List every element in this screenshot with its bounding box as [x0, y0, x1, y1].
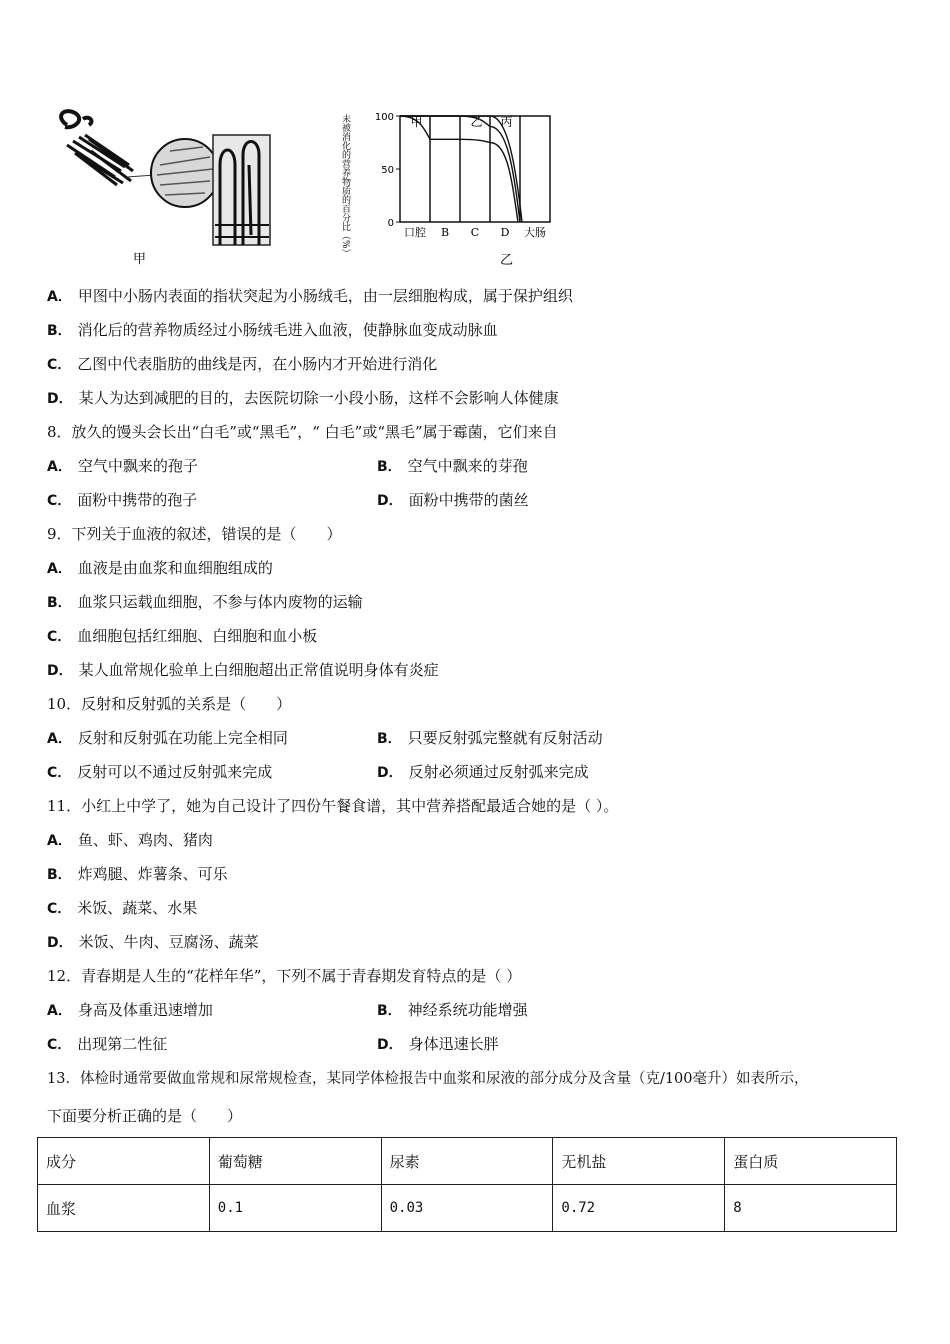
series-line-1 — [400, 116, 518, 222]
plot-frame — [400, 116, 550, 222]
q8-option-d: D． 面粉中携带的菌丝 — [377, 491, 529, 509]
q10-option-c: C． 反射可以不通过反射弧来完成 — [47, 763, 273, 781]
table-cell: 成分 — [38, 1138, 210, 1185]
table-cell: 血浆 — [38, 1185, 210, 1232]
y-tick-label: 100 — [374, 112, 394, 123]
q8-option-c: C． 面粉中携带的孢子 — [47, 491, 198, 509]
figure-yi-chart — [335, 100, 595, 275]
table-cell: 葡萄糖 — [209, 1138, 381, 1185]
q10-option-d: D． 反射必须通过反射弧来完成 — [377, 763, 589, 781]
q8-option-a: A． 空气中飘来的孢子 — [47, 457, 198, 475]
q7-option-d: D． 某人为达到减肥的目的，去医院切除一小段小肠，这样不会影响人体健康 — [47, 389, 559, 407]
y-tick-label: 50 — [381, 165, 394, 176]
x-category-label: B — [440, 226, 450, 239]
q11-option-b: B． 炸鸡腿、炸薯条、可乐 — [47, 865, 228, 883]
y-axis-label: 未被消化的营养物质的百分比（%） — [340, 114, 350, 258]
q8-stem: 8．放久的馒头会长出“白毛”或“黑毛”，“ 白毛”或“黑毛”属于霉菌，它们来自 — [47, 423, 558, 441]
q12-option-a: A． 身高及体重迅速增加 — [47, 1001, 213, 1019]
table-cell: 无机盐 — [553, 1138, 725, 1185]
figure-jia-caption: 甲 — [133, 252, 147, 267]
series-label: 丙 — [500, 115, 513, 129]
q9-option-b: B． 血浆只运载血细胞，不参与体内废物的运输 — [47, 593, 363, 611]
q13-stem-line2: 下面要分析正确的是（ ） — [47, 1107, 243, 1125]
figure-jia-illustration — [45, 105, 280, 270]
table-cell: 0.03 — [381, 1185, 553, 1232]
q7-option-a: A． 甲图中小肠内表面的指状突起为小肠绒毛，由一层细胞构成，属于保护组织 — [47, 287, 573, 305]
table-cell: 8 — [725, 1185, 897, 1232]
q12-option-b: B． 神经系统功能增强 — [377, 1001, 528, 1019]
q12-option-d: D． 身体迅速长胖 — [377, 1035, 499, 1053]
q11-option-a: A． 鱼、虾、鸡肉、猪肉 — [47, 831, 213, 849]
q8-option-b: B． 空气中飘来的芽孢 — [377, 457, 528, 475]
table-row — [38, 1185, 897, 1232]
figure-yi-caption: 乙 — [500, 253, 514, 268]
q13-stem-line1: 13．体检时通常要做血常规和尿常规检查，某同学体检报告中血浆和尿液的部分成分及含量（克/100毫升）如表所示， — [47, 1071, 809, 1087]
y-tick-label: 0 — [387, 218, 394, 229]
q11-stem: 11．小红上中学了，她为自己设计了四份午餐食谱，其中营养搭配最适合她的是（ ）。 — [47, 797, 619, 815]
series-line-3 — [400, 116, 522, 222]
table-cell: 0.1 — [209, 1185, 381, 1232]
q10-stem: 10．反射和反射弧的关系是（ ） — [47, 695, 292, 713]
q11-option-c: C． 米饭、蔬菜、水果 — [47, 899, 198, 917]
x-category-label: C — [470, 226, 480, 239]
series-label: 乙 — [470, 115, 483, 129]
q9-stem: 9．下列关于血液的叙述，错误的是（ ） — [47, 525, 342, 543]
x-category-label: 口腔 — [404, 226, 426, 239]
intestine-coil-sketch — [61, 111, 91, 127]
q7-option-c: C． 乙图中代表脂肪的曲线是丙，在小肠内才开始进行消化 — [47, 355, 438, 373]
villi-bundle-sketch — [67, 135, 133, 185]
q12-stem: 12．青春期是人生的“花样年华”，下列不属于青春期发育特点的是（ ） — [47, 967, 522, 985]
q10-option-a: A． 反射和反射弧在功能上完全相同 — [47, 729, 288, 747]
q7-option-b: B． 消化后的营养物质经过小肠绒毛进入血液，使静脉血变成动脉血 — [47, 321, 498, 339]
x-category-label: D — [500, 226, 510, 239]
q10-option-b: B． 只要反射弧完整就有反射活动 — [377, 729, 603, 747]
q11-option-d: D． 米饭、牛肉、豆腐汤、蔬菜 — [47, 933, 259, 951]
series-label: 甲 — [410, 115, 423, 129]
table-header-row — [38, 1138, 897, 1185]
q9-option-d: D． 某人血常规化验单上白细胞超出正常值说明身体有炎症 — [47, 661, 439, 679]
x-category-label: 大肠 — [524, 226, 546, 239]
q13-table — [37, 1137, 897, 1232]
table-cell: 0.72 — [553, 1185, 725, 1232]
table-cell: 尿素 — [381, 1138, 553, 1185]
q9-option-a: A． 血液是由血浆和血细胞组成的 — [47, 559, 273, 577]
q12-option-c: C． 出现第二性征 — [47, 1035, 168, 1053]
q9-option-c: C． 血细胞包括红细胞、白细胞和血小板 — [47, 627, 318, 645]
table-cell: 蛋白质 — [725, 1138, 897, 1185]
